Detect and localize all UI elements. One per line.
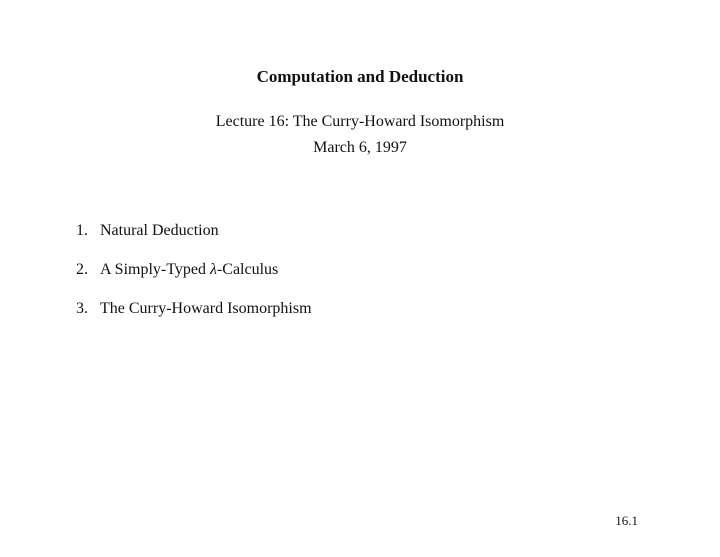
list-item-number: 2. [76, 261, 88, 278]
lambda-symbol: λ [210, 261, 217, 278]
lecture-date: March 6, 1997 [313, 139, 407, 156]
list-item-text-before: A Simply-Typed [100, 261, 210, 278]
page-number: 16.1 [615, 513, 638, 528]
list-item-number: 3. [76, 300, 88, 317]
list-item-text: The Curry-Howard Isomorphism [100, 300, 312, 317]
list-item-number: 1. [76, 222, 88, 239]
topic-list [76, 220, 312, 337]
list-item-text: Natural Deduction [100, 222, 219, 239]
list-item-text-after: -Calculus [216, 261, 279, 278]
list-item [76, 298, 312, 337]
slide-title: Computation and Deduction [256, 67, 464, 86]
lecture-subtitle: Lecture 16: The Curry-Howard Isomorphism [215, 113, 505, 130]
list-item [76, 259, 312, 298]
list-item [76, 220, 312, 259]
